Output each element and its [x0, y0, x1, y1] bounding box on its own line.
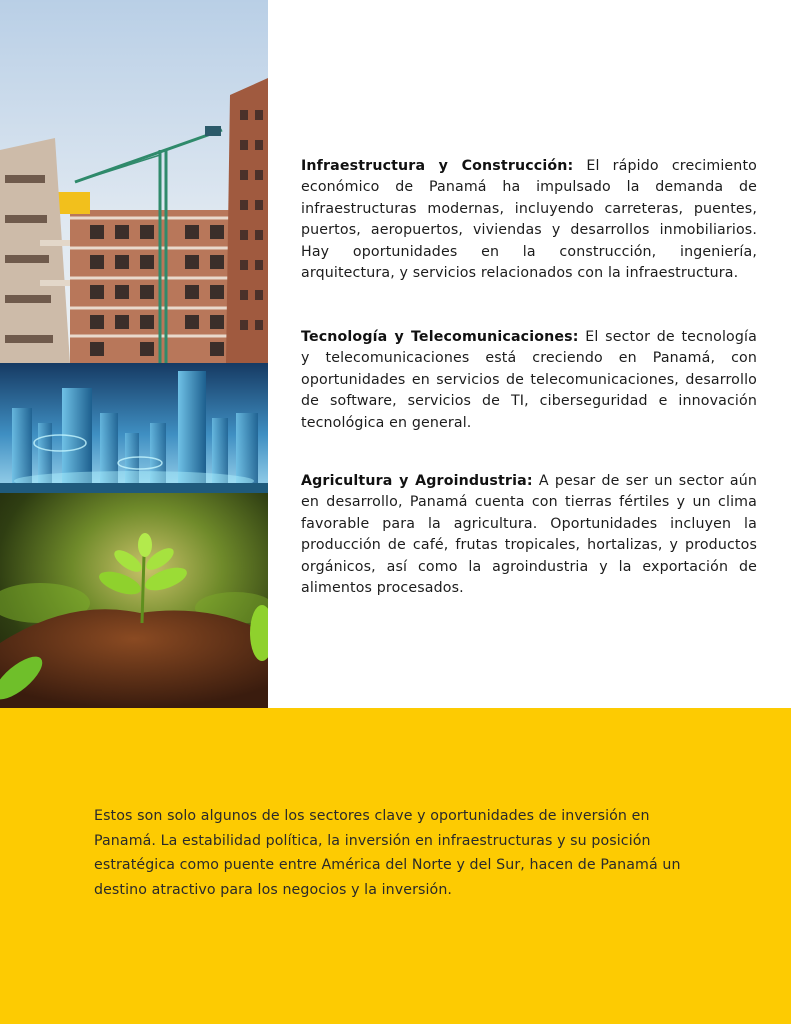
technology-body: El sector de tecnología y telecomunicaciones está creciendo en Panamá, con oportunidades en servicios de telecomunicaciones, desarrollo de software, servicios de TI, ciberseguridad e innovación tecnológica en general. — [301, 329, 757, 431]
construction-photo — [0, 0, 268, 363]
footer-paragraph: Estos son solo algunos de los sectores clave y oportunidades de inversión en Panamá. La estabilidad política, la inversión en infraestructuras y su posición estratégica como puente entre América del Norte y del Sur, hacen de Panamá un destino atractivo para los negocios y la inversión. — [94, 808, 681, 898]
agriculture-section — [301, 471, 757, 599]
agriculture-body: A pesar de ser un sector aún en desarrollo, Panamá cuenta con tierras fértiles y un clima favorable para la agricultura. Oportunidades incluyen la producción de café, frutas tropicales, hortalizas, y productos orgánicos, así como la agroindustria y la exportación de alimentos procesados. — [301, 473, 757, 597]
agriculture-heading: Agricultura y Agroindustria: — [301, 473, 533, 489]
infrastructure-heading: Infraestructura y Construcción: — [301, 158, 574, 174]
infrastructure-section — [301, 156, 757, 284]
technology-heading: Tecnología y Telecomunicaciones: — [301, 329, 579, 345]
footer-band — [0, 708, 791, 1024]
technology-section — [301, 327, 757, 434]
digital-city-photo — [0, 363, 268, 493]
seedling-photo — [0, 493, 268, 708]
infrastructure-body: El rápido crecimiento económico de Panamá ha impulsado la demanda de infraestructuras modernas, incluyendo carreteras, puentes, puertos, aeropuertos, viviendas y desarrollos inmobiliarios. Hay oportunidades en la construcción, ingeniería, arquitectura, y servicios relacionados con la infraestructura. — [301, 158, 757, 282]
